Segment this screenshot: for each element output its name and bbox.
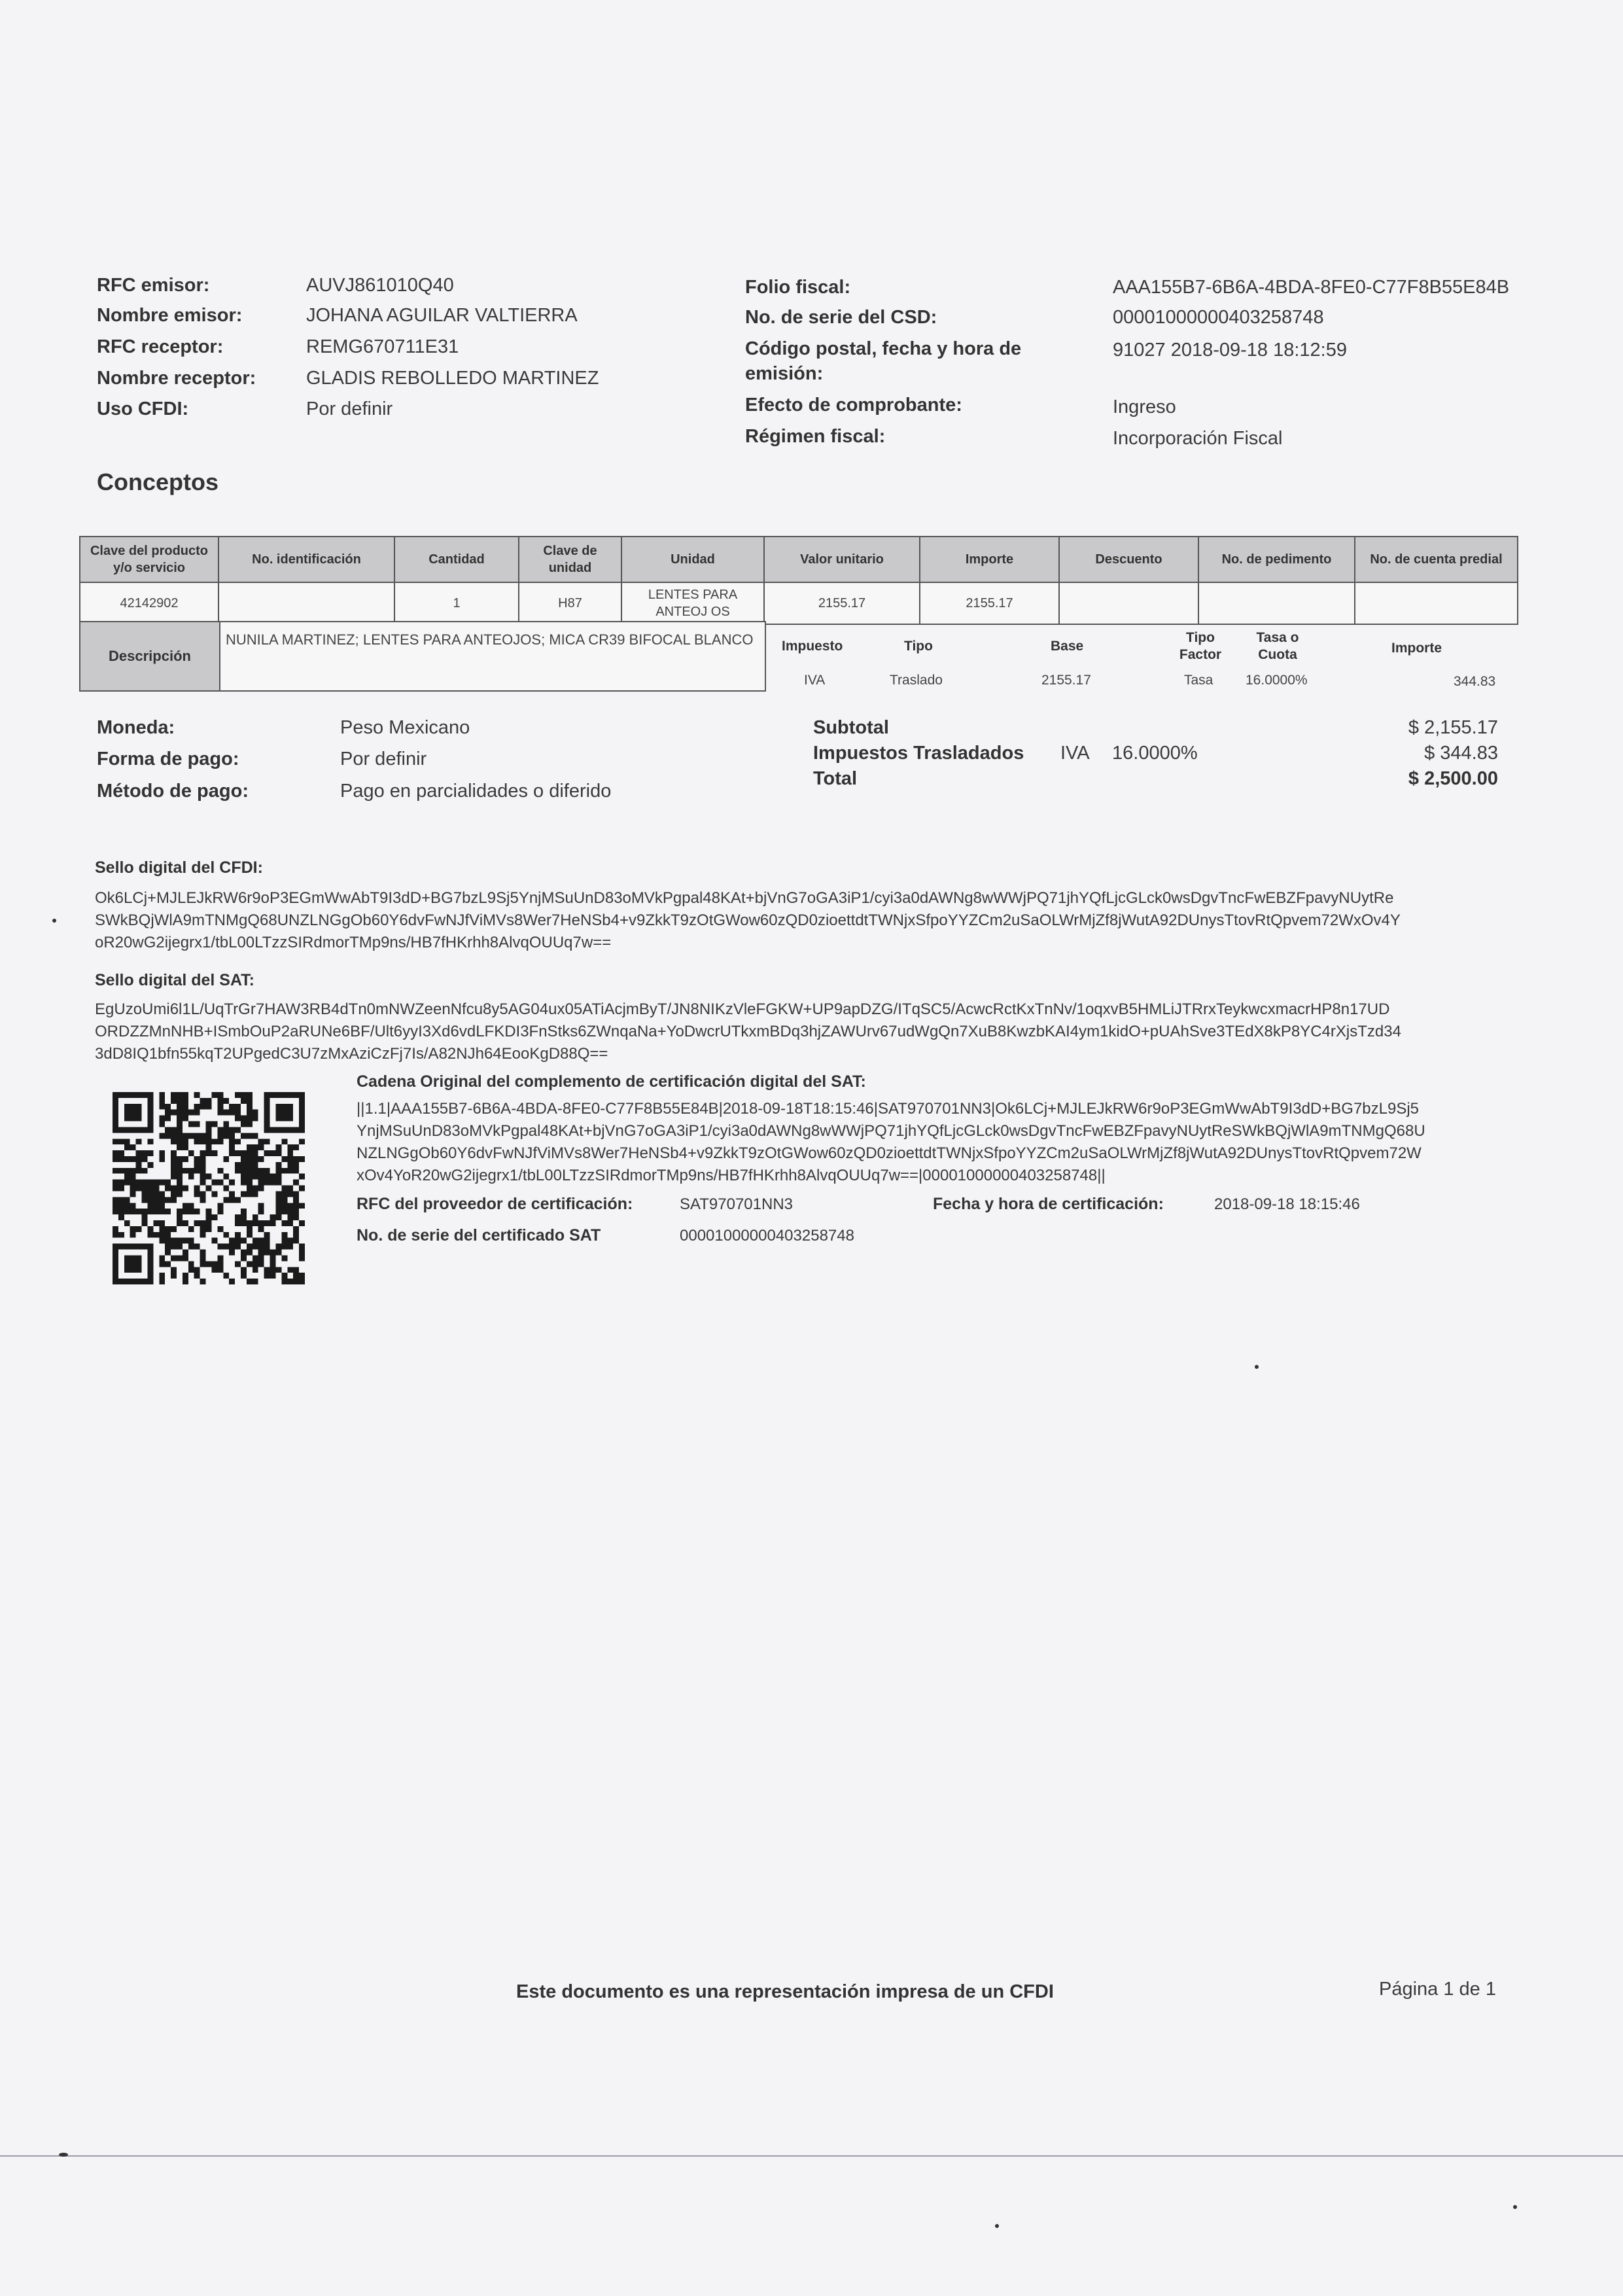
- tax-base: 2155.17: [1041, 673, 1091, 688]
- table-row: [80, 582, 1518, 624]
- moneda-value: Peso Mexicano: [340, 717, 470, 738]
- descripcion-text: NUNILA MARTINEZ; LENTES PARA ANTEOJOS; MICA CR39 BIFOCAL BLANCO: [226, 631, 754, 648]
- nombre-receptor-label: Nombre receptor:: [97, 368, 256, 389]
- rfc-emisor-value: AUVJ861010Q40: [306, 275, 454, 296]
- tax-h-tipo-factor: [1178, 629, 1223, 663]
- th-valor-unitario: Valor unitario: [764, 537, 920, 582]
- tax-h-tasa-2: Cuota: [1258, 647, 1297, 662]
- th-no-pedimento: No. de pedimento: [1198, 537, 1355, 582]
- td-no-identificacion: [218, 582, 394, 624]
- tax-h-tasa: [1248, 629, 1307, 663]
- qr-code-icon: [113, 1090, 305, 1286]
- tax-h-impuesto: Impuesto: [782, 639, 843, 654]
- efecto-label: Efecto de comprobante:: [745, 395, 962, 415]
- footer-text: Este documento es una representación impresa de un CFDI: [516, 1981, 1054, 2002]
- td-cantidad: 1: [394, 582, 519, 624]
- sello-sat-label: Sello digital del SAT:: [95, 971, 255, 989]
- forma-pago-value: Por definir: [340, 749, 427, 769]
- rfc-proveedor-label: RFC del proveedor de certificación:: [357, 1195, 633, 1213]
- tax-tipo-factor: Tasa: [1184, 673, 1213, 688]
- scan-speck: [59, 2153, 68, 2157]
- td-clave-unidad: H87: [519, 582, 621, 624]
- cadena-label: Cadena Original del complemento de certificación digital del SAT:: [357, 1072, 866, 1091]
- sello-cfdi-line: Ok6LCj+MJLEJkRW6r9oP3EGmWwAbT9I3dD+BG7bzL9Sj5YnjMSuUnD83oMVkPgpal48KAt+bjVnG7oGA3iP1/cyi3a0dAWNg8wWWjPQ71jhYQfLjcGLck0wsDgvTncFwEBZFpavyNUytRe: [95, 889, 1394, 907]
- cadena-line: xOv4YoR20wG2ijegrx1/tbL00LTzzSIRdmorTMp9ns/HB7fHKrhh8AlvqOUUq7w==|00001000000403258748||: [357, 1167, 1106, 1184]
- th-importe: Importe: [920, 537, 1059, 582]
- impuestos-trasladados-label: Impuestos Trasladados: [813, 743, 1024, 764]
- cadena-line: ||1.1|AAA155B7-6B6A-4BDA-8FE0-C77F8B55E84B|2018-09-18T18:15:46|SAT970701NN3|Ok6LCj+MJLEJkRW6r9oP3EGmWwAbT9I3dD+BG7bzL9Sj5: [357, 1100, 1420, 1118]
- descripcion-label: Descripción: [80, 622, 220, 690]
- subtotal-value: $ 2,155.17: [1408, 717, 1498, 738]
- forma-pago-label: Forma de pago:: [97, 749, 239, 769]
- td-descuento: [1059, 582, 1198, 624]
- th-clave-unidad: Clave de unidad: [519, 537, 621, 582]
- th-clave-producto: Clave del producto y/o servicio: [80, 537, 218, 582]
- regimen-value: Incorporación Fiscal: [1113, 428, 1283, 449]
- td-no-pedimento: [1198, 582, 1355, 624]
- table-header-row: [80, 537, 1518, 582]
- descripcion-box: [79, 621, 766, 692]
- serie-csd-label: No. de serie del CSD:: [745, 307, 937, 328]
- folio-fiscal-label: Folio fiscal:: [745, 277, 851, 298]
- sello-cfdi-label: Sello digital del CFDI:: [95, 858, 263, 877]
- sello-cfdi-line: oR20wG2ijegrx1/tbL00LTzzSIRdmorTMp9ns/HB7fHKrhh8AlvqOUUq7w==: [95, 934, 612, 951]
- codigo-postal-label-1: Código postal, fecha y hora de: [745, 338, 1022, 359]
- regimen-label: Régimen fiscal:: [745, 426, 886, 447]
- conceptos-title: Conceptos: [97, 468, 219, 495]
- th-cantidad: Cantidad: [394, 537, 519, 582]
- total-value: $ 2,500.00: [1408, 768, 1498, 789]
- td-importe: 2155.17: [920, 582, 1059, 624]
- metodo-pago-value: Pago en parcialidades o diferido: [340, 781, 612, 802]
- th-cuenta-predial: No. de cuenta predial: [1355, 537, 1518, 582]
- uso-cfdi-value: Por definir: [306, 398, 393, 419]
- th-unidad: Unidad: [621, 537, 764, 582]
- moneda-label: Moneda:: [97, 717, 175, 738]
- tax-impuesto: IVA: [804, 673, 826, 688]
- rfc-proveedor-value: SAT970701NN3: [680, 1195, 793, 1213]
- tax-h-tipo-factor-1: Tipo: [1186, 630, 1215, 645]
- td-valor-unitario: 2155.17: [764, 582, 920, 624]
- th-descuento: Descuento: [1059, 537, 1198, 582]
- cadena-text: [357, 1098, 1521, 1187]
- rfc-receptor-label: RFC receptor:: [97, 336, 224, 357]
- td-cuenta-predial: [1355, 582, 1518, 624]
- metodo-pago-label: Método de pago:: [97, 781, 249, 802]
- tax-importe: 344.83: [1454, 674, 1496, 689]
- scan-speck: [995, 2224, 999, 2228]
- th-no-identificacion: No. identificación: [218, 537, 394, 582]
- tax-h-tipo: Tipo: [904, 639, 933, 654]
- cadena-line: YnjMSuUnD83oMVkPgpal48KAt+bjVnG7oGA3iP1/cyi3a0dAWNg8wWWjPQ71jhYQfLjcGLck0wsDgvTncFwEBZFpavyNUytReSWkBQjWlA9mTNMgQ68U: [357, 1122, 1425, 1140]
- page-number: Página 1 de 1: [1379, 1979, 1496, 2000]
- fecha-certificacion-label: Fecha y hora de certificación:: [933, 1195, 1164, 1213]
- serie-sat-label: No. de serie del certificado SAT: [357, 1226, 601, 1245]
- tax-h-tasa-1: Tasa o: [1256, 630, 1299, 645]
- efecto-value: Ingreso: [1113, 397, 1176, 417]
- codigo-postal-label-2: emisión:: [745, 363, 824, 384]
- sello-sat-line: ORDZZMnNHB+ISmbOuP2aRUNe6BF/Ult6yyI3Xd6vdLFKDI3FnStks6ZWnqaNa+YoDwcrUTkxmBDq3hjZAWUrv67udWgQn7XuB8KwzbKAI4ym1kidO+pUAhSve3TEdX8kP8YC4rXjsTzd34: [95, 1023, 1401, 1040]
- td-unidad: LENTES PARA ANTEOJ OS: [621, 582, 764, 624]
- tax-h-tipo-factor-2: Factor: [1179, 647, 1222, 662]
- scan-speck: [1255, 1365, 1259, 1369]
- scan-speck: [52, 919, 56, 923]
- sello-cfdi-text: [95, 887, 1521, 954]
- serie-csd-value: 00001000000403258748: [1113, 307, 1324, 328]
- nombre-emisor-value: JOHANA AGUILAR VALTIERRA: [306, 305, 578, 326]
- cadena-line: NZLNGgOb60Y6dvFwNJfViMVs8Wer7HeNSb4+v9ZkkT9zOtGWow60zQD0zioettdtTWNjxSfpoYYZCm2uSaOLWrMjZf8jWutA92DUnysTtovRtQpvem72W: [357, 1144, 1422, 1162]
- folio-fiscal-value: AAA155B7-6B6A-4BDA-8FE0-C77F8B55E84B: [1113, 277, 1510, 298]
- total-label: Total: [813, 768, 858, 789]
- conceptos-table: [79, 536, 1518, 625]
- td-clave-producto: 42142902: [80, 582, 218, 624]
- scan-speck: [1513, 2205, 1517, 2209]
- fecha-certificacion-value: 2018-09-18 18:15:46: [1214, 1195, 1360, 1213]
- codigo-postal-value: 91027 2018-09-18 18:12:59: [1113, 340, 1347, 361]
- sello-cfdi-line: SWkBQjWlA9mTNMgQ68UNZLNGgOb60Y6dvFwNJfViMVs8Wer7HeNSb4+v9ZkkT9zOtGWow60zQD0zioettdtTWNjxSfpoYYZCm2uSaOLWrMjZf8jWutA92DUnysTtovRtQpvem72WxOv4Y: [95, 911, 1401, 929]
- sello-sat-line: 3dD8IQ1bfn55kqT2UPgedC3U7zMxAziCzFj7Is/A82NJh64EooKgD88Q==: [95, 1045, 608, 1063]
- subtotal-label: Subtotal: [813, 717, 889, 738]
- serie-sat-value: 00001000000403258748: [680, 1227, 854, 1245]
- uso-cfdi-label: Uso CFDI:: [97, 398, 189, 419]
- impuestos-tipo: IVA: [1060, 743, 1090, 764]
- sello-sat-text: [95, 998, 1521, 1065]
- rfc-receptor-value: REMG670711E31: [306, 336, 459, 357]
- sello-sat-line: EgUzoUmi6l1L/UqTrGr7HAW3RB4dTn0mNWZeenNfcu8y5AG04ux05ATiAcjmByT/JN8NIKzVleFGKW+UP9apDZG/ITqSC5/AcwcRctKxTnNv/1oqxvB5HMLiJTRrxTeykwcxmacrHP8n17UD: [95, 1000, 1390, 1018]
- nombre-emisor-label: Nombre emisor:: [97, 305, 243, 326]
- tax-h-base: Base: [1051, 639, 1084, 654]
- nombre-receptor-value: GLADIS REBOLLEDO MARTINEZ: [306, 368, 599, 389]
- impuestos-tasa: 16.0000%: [1112, 743, 1198, 764]
- rfc-emisor-label: RFC emisor:: [97, 275, 210, 296]
- impuestos-value: $ 344.83: [1424, 743, 1498, 764]
- tax-tipo: Traslado: [890, 673, 943, 688]
- tax-h-importe: Importe: [1391, 641, 1442, 656]
- scan-edge-line: [0, 2155, 1623, 2157]
- tax-tasa: 16.0000%: [1246, 673, 1308, 688]
